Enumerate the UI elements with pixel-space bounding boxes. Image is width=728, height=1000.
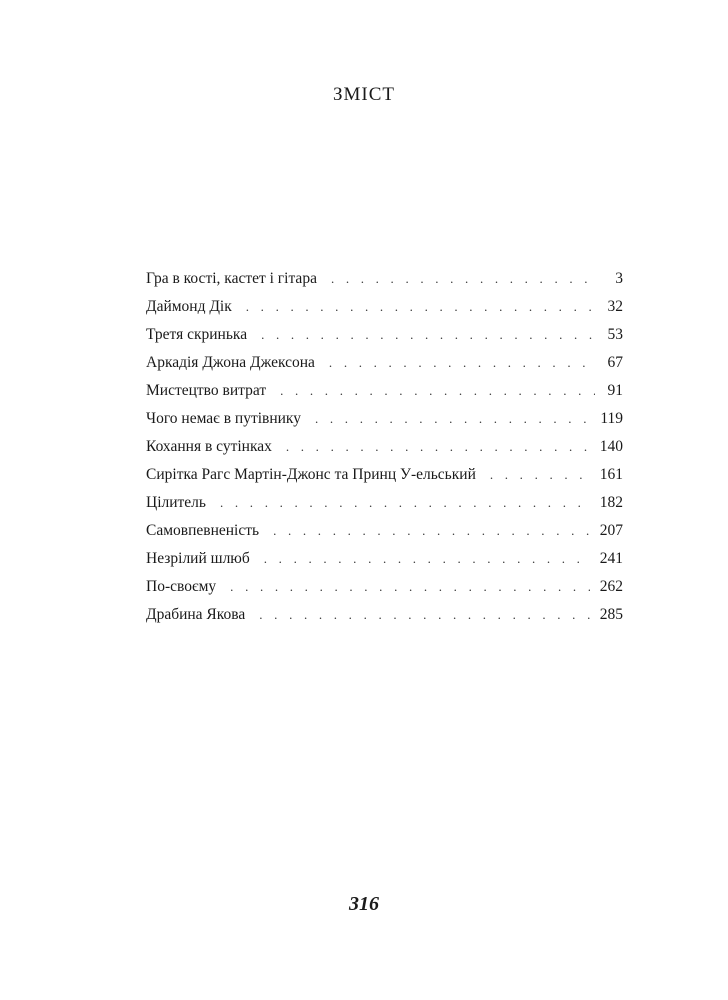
toc-entry	[146, 573, 623, 601]
toc-entry	[146, 489, 623, 517]
dot-leader	[246, 293, 595, 321]
toc-entry-page: 53	[607, 326, 623, 343]
toc-entry-page: 241	[599, 550, 623, 567]
toc-entry	[146, 433, 623, 461]
dot-leader	[273, 517, 590, 545]
toc-entry	[146, 293, 623, 321]
toc-entry	[146, 517, 623, 545]
page-number: 316	[349, 893, 379, 915]
toc-entry-title: Даймонд Дік	[146, 298, 232, 315]
toc-entry-title: Сирітка Рагс Мартін-Джонс та Принц У-ельський	[146, 466, 476, 483]
dot-leader	[280, 377, 595, 405]
toc-entry	[146, 265, 623, 293]
toc-entry-page: 119	[600, 410, 623, 427]
toc-entry	[146, 461, 623, 489]
toc-entry	[146, 349, 623, 377]
dot-leader	[230, 573, 590, 601]
dot-leader	[220, 489, 590, 517]
toc-entry-page: 262	[599, 578, 623, 595]
toc-entry-page: 140	[599, 438, 623, 455]
toc-entry-title: Гра в кості, кастет і гітара	[146, 270, 317, 287]
toc-entry-title: Самовпевненість	[146, 522, 260, 539]
toc-entry-page: 32	[607, 298, 623, 315]
toc-entry-title: Аркадія Джона Джексона	[146, 354, 315, 371]
toc-entry	[146, 377, 623, 405]
dot-leader	[329, 349, 595, 377]
toc-entry-page: 91	[607, 382, 623, 399]
toc-entry-title: Мистецтво витрат	[146, 382, 267, 399]
dot-leader	[259, 601, 589, 629]
toc-entry-page: 161	[599, 466, 623, 483]
toc-entry-title: Чого немає в путівнику	[146, 410, 301, 427]
dot-leader	[261, 321, 595, 349]
toc-entry-title: Третя скринька	[146, 326, 248, 343]
toc-entry-page: 207	[599, 522, 623, 539]
dot-leader	[286, 433, 590, 461]
toc-entry-title: Незрілий шлюб	[146, 550, 250, 567]
toc-entry	[146, 321, 623, 349]
dot-leader	[264, 545, 590, 573]
toc-entry-page: 67	[607, 354, 623, 371]
table-of-contents	[146, 265, 623, 629]
toc-entry-title: По-своєму	[146, 578, 217, 595]
dot-leader	[331, 265, 595, 293]
toc-entry-title: Кохання в сутінках	[146, 438, 272, 455]
toc-entry-title: Цілитель	[146, 494, 206, 511]
toc-entry-page: 285	[599, 606, 623, 623]
toc-entry	[146, 545, 623, 573]
toc-entry-page: 3	[615, 270, 623, 287]
page-title: ЗМІСТ	[332, 84, 396, 105]
dot-leader	[490, 461, 590, 489]
dot-leader	[315, 405, 590, 433]
toc-entry	[146, 601, 623, 629]
toc-entry-page: 182	[599, 494, 623, 511]
toc-entry-title: Драбина Якова	[146, 606, 246, 623]
toc-entry	[146, 405, 623, 433]
